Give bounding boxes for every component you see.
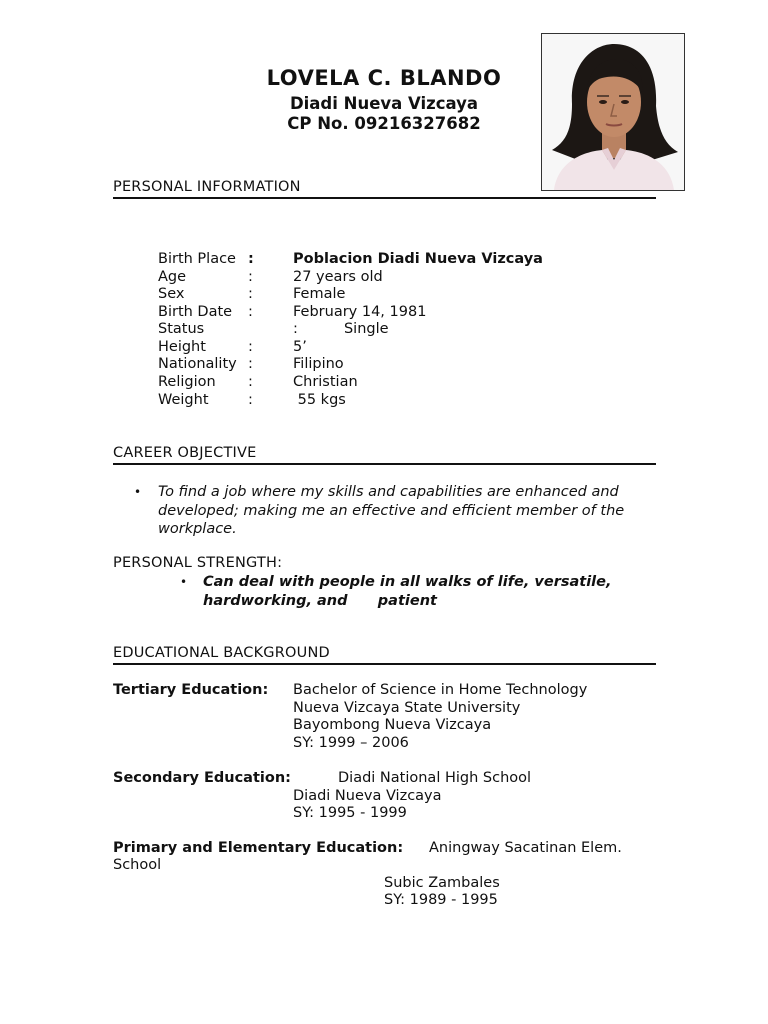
- portrait-photo: [541, 33, 685, 191]
- tertiary-education-line: Bachelor of Science in Home Technology: [293, 682, 588, 698]
- info-row-birth-place: [0, 251, 768, 269]
- info-value: 5’: [293, 339, 307, 355]
- educational-background-heading: EDUCATIONAL BACKGROUND: [113, 645, 330, 661]
- info-row-nationality: [0, 356, 768, 374]
- info-colon: :: [248, 304, 253, 320]
- info-colon: :: [248, 251, 254, 267]
- bullet-icon: •: [134, 485, 142, 499]
- section-divider: [113, 663, 656, 665]
- info-row-weight: [0, 392, 768, 410]
- secondary-education-line: SY: 1995 - 1999: [293, 805, 407, 821]
- primary-education-label: Primary and Elementary Education:: [113, 840, 404, 856]
- tertiary-education-line: Bayombong Nueva Vizcaya: [293, 717, 492, 733]
- personal-information-heading: PERSONAL INFORMATION: [113, 179, 301, 195]
- info-value: Christian: [293, 374, 358, 390]
- personal-strength-line: Can deal with people in all walks of life, versatile,: [203, 574, 612, 590]
- info-label: Birth Place: [158, 251, 236, 267]
- info-label: Weight: [158, 392, 209, 408]
- info-colon: :: [248, 356, 253, 372]
- info-colon: :: [248, 286, 253, 302]
- info-row-sex: [0, 286, 768, 304]
- info-value: : Single: [293, 321, 389, 337]
- career-objective-line: To find a job where my skills and capabilities are enhanced and: [158, 484, 619, 500]
- career-objective-line: developed; making me an effective and efficient member of the: [158, 503, 625, 519]
- info-row-status: [0, 321, 768, 339]
- section-divider: [113, 197, 656, 199]
- info-value: 27 years old: [293, 269, 383, 285]
- personal-strength-line: hardworking, and patient: [203, 593, 437, 609]
- tertiary-education-label: Tertiary Education:: [113, 682, 269, 698]
- info-value: Filipino: [293, 356, 344, 372]
- career-objective-heading: CAREER OBJECTIVE: [113, 445, 257, 461]
- tertiary-education-line: SY: 1999 – 2006: [293, 735, 409, 751]
- info-colon: :: [248, 339, 253, 355]
- tertiary-education-line: Nueva Vizcaya State University: [293, 700, 521, 716]
- info-value: 55 kgs: [293, 392, 346, 408]
- secondary-education-line: Diadi Nueva Vizcaya: [293, 788, 442, 804]
- info-colon: :: [248, 269, 253, 285]
- info-value: February 14, 1981: [293, 304, 427, 320]
- primary-education-line: SY: 1989 - 1995: [384, 892, 498, 908]
- info-value: Female: [293, 286, 346, 302]
- info-row-age: [0, 269, 768, 287]
- info-colon: :: [248, 374, 253, 390]
- info-row-height: [0, 339, 768, 357]
- resume-address: Diadi Nueva Vizcaya: [289, 94, 479, 113]
- resume-name: LOVELA C. BLANDO: [266, 66, 502, 90]
- bullet-icon: •: [180, 575, 188, 589]
- primary-education-line: Subic Zambales: [384, 875, 500, 891]
- info-colon: :: [248, 392, 253, 408]
- info-label: Religion: [158, 374, 216, 390]
- info-label: Nationality: [158, 356, 237, 372]
- primary-education-school: Aningway Sacatinan Elem.: [429, 840, 622, 856]
- info-row-birth-date: [0, 304, 768, 322]
- info-label: Sex: [158, 286, 185, 302]
- info-label: Age: [158, 269, 187, 285]
- personal-strength-heading: PERSONAL STRENGTH:: [113, 555, 283, 571]
- resume-phone: CP No. 09216327682: [287, 114, 481, 133]
- portrait-photo-icon: [542, 34, 684, 190]
- info-label: Height: [158, 339, 206, 355]
- info-row-religion: [0, 374, 768, 392]
- info-label: Status: [158, 321, 205, 337]
- section-divider: [113, 463, 656, 465]
- career-objective-line: workplace.: [158, 521, 237, 537]
- secondary-education-label: Secondary Education:: [113, 770, 291, 786]
- secondary-education-school: Diadi National High School: [338, 770, 532, 786]
- info-label: Birth Date: [158, 304, 233, 320]
- info-value: Poblacion Diadi Nueva Vizcaya: [293, 251, 543, 267]
- primary-education-school-cont: School: [113, 857, 162, 873]
